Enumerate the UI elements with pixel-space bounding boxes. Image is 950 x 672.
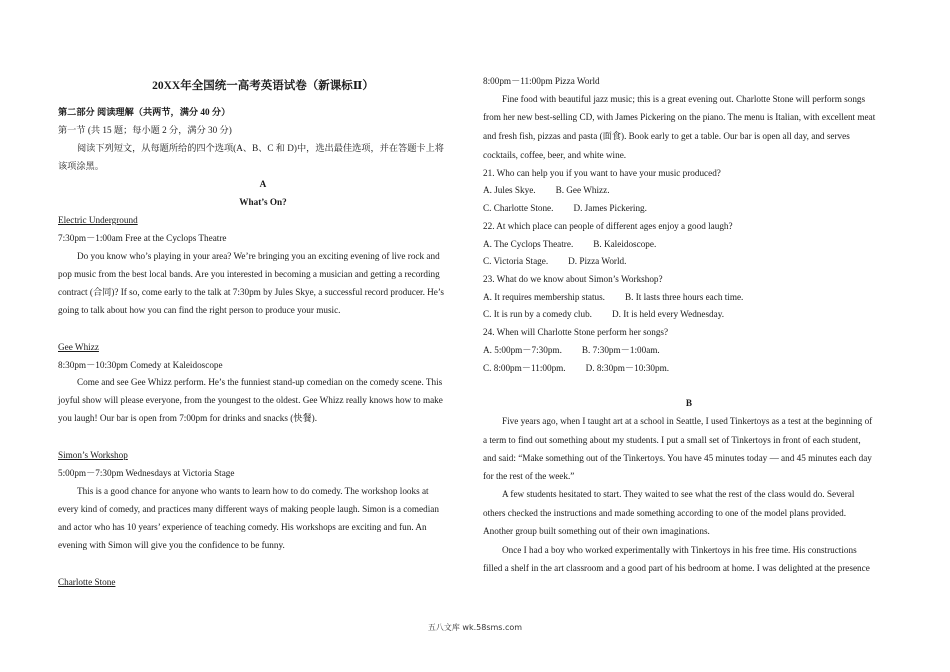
question: 22. At which place can people of different ages enjoy a good laugh? — [483, 221, 733, 231]
option-row — [483, 255, 626, 267]
passage-b-line: and said: “Make something out of the Tinkertoys. You have 45 minutes today — and 45 minutes each day — [483, 453, 872, 463]
event-text-line: Come and see Gee Whizz perform. He’s the funniest stand-up comedian on the comedy scene. This — [77, 377, 443, 387]
event-time: 8:00pm－11:00pm Pizza World — [483, 76, 600, 86]
passage-b-line: Five years ago, when I taught art at a school in Seattle, I used Tinkertoys as a test at the beginning of — [502, 416, 873, 426]
event-text-line: contract (合同)? If so, come early to the talk at 7:30pm by Jules Skye, a successful record producer. He’s — [58, 287, 445, 297]
option-row — [483, 344, 660, 356]
page-footer: 五八文库 wk.58sms.com — [427, 623, 523, 632]
option[interactable]: D. It is held every Wednesday. — [611, 309, 724, 319]
option[interactable]: C. It is run by a comedy club. — [483, 309, 592, 319]
section-heading: 第一节 (共 15 题；每小题 2 分，满分 30 分) — [58, 125, 232, 135]
option[interactable]: D. Pizza World. — [568, 256, 627, 266]
event-text-line: This is a good chance for anyone who wants to learn how to do comedy. The workshop looks at — [77, 486, 429, 496]
event-text-line: and fresh fish, pizzas and pasta (面食). Book early to get a table. Our bar is open all day, and serves — [483, 131, 850, 141]
event-text-line: and actor who has 10 years’ experience of teaching comedy. His workshops are exciting and fun. An — [58, 522, 427, 532]
option[interactable]: B. Gee Whizz. — [555, 185, 610, 195]
option[interactable]: B. 7:30pm－1:00am. — [581, 345, 660, 355]
event-name: Gee Whizz — [58, 342, 99, 352]
event-text-line: Fine food with beautiful jazz music; this is a great evening out. Charlotte Stone will perform songs — [502, 94, 866, 104]
passage-b-line: filled a shelf in the art classroom and a good part of his bedroom at home. I was delighted at the presence — [483, 563, 870, 573]
option[interactable]: A. It requires membership status. — [483, 292, 605, 302]
exam-title: 20XX年全国统一高考英语试卷（新课标Ⅱ） — [152, 80, 374, 92]
instruction-line: 该项涂黑。 — [58, 161, 104, 171]
option-row — [483, 238, 656, 250]
passage-b-label: B — [685, 398, 693, 408]
passage-a-title: What’s On? — [239, 197, 287, 207]
event-text-line: you laugh! Our bar is open from 7:00pm for drinks and snacks (快餐). — [58, 413, 317, 423]
event-text-line: pop music from the best local bands. Are you interested in becoming a musician and getting a recording — [58, 269, 440, 279]
part-heading: 第二部分 阅读理解（共两节，满分 40 分） — [58, 107, 231, 117]
option[interactable]: C. Victoria Stage. — [483, 256, 549, 266]
option[interactable]: A. The Cyclops Theatre. — [483, 239, 574, 249]
event-name: Charlotte Stone — [58, 577, 116, 587]
event-name: Simon’s Workshop — [58, 450, 128, 460]
event-time: 5:00pm－7:30pm Wednesdays at Victoria Stage — [58, 468, 235, 478]
option-row — [483, 308, 724, 320]
event-time: 7:30pm－1:00am Free at the Cyclops Theatre — [58, 233, 227, 243]
event-text-line: Do you know who’s playing in your area? We’re bringing you an exciting evening of live rock and — [77, 251, 440, 261]
option[interactable]: A. Jules Skye. — [483, 185, 536, 195]
passage-b-line: A few students hesitated to start. They waited to see what the rest of the class would do. Several — [502, 489, 855, 499]
option-row — [483, 202, 647, 214]
passage-b-line: Another group built something out of their own imaginations. — [483, 526, 710, 536]
passage-a-label: A — [259, 179, 267, 189]
question: 24. When will Charlotte Stone perform her songs? — [483, 327, 669, 337]
option[interactable]: A. 5:00pm－7:30pm. — [483, 345, 562, 355]
passage-b-line: for the rest of the week.” — [483, 471, 575, 481]
event-text-line: from her new best-selling CD, with James Pickering on the piano. The menu is Italian, with excellent meat — [483, 112, 876, 122]
passage-b-line: a term to find out something about my students. I put a small set of Tinkertoys in front of each student, — [483, 435, 861, 445]
event-name: Electric Underground — [58, 215, 138, 225]
option[interactable]: C. Charlotte Stone. — [483, 203, 554, 213]
option[interactable]: C. 8:00pm－11:00pm. — [483, 363, 566, 373]
option[interactable]: D. 8:30pm－10:30pm. — [585, 363, 670, 373]
option-row — [483, 184, 610, 196]
passage-b-line: Once I had a boy who worked experimentally with Tinkertoys in his free time. His constructions — [502, 545, 857, 555]
event-text-line: going to talk about how you can find the right person to produce your music. — [58, 305, 341, 315]
question: 21. Who can help you if you want to have your music produced? — [483, 168, 721, 178]
option[interactable]: B. Kaleidoscope. — [593, 239, 657, 249]
option[interactable]: B. It lasts three hours each time. — [624, 292, 744, 302]
event-text-line: every kind of comedy, and practices many different ways of making people laugh. Simon is a comedian — [58, 504, 439, 514]
event-text-line: joyful show will please everyone, from the youngest to the oldest. Gee Whizz really knows how to make — [58, 395, 443, 405]
event-text-line: cocktails, coffee, beer, and white wine. — [483, 150, 627, 160]
event-text-line: evening with Simon will give you the confidence to be funny. — [58, 540, 285, 550]
event-time: 8:30pm－10:30pm Comedy at Kaleidoscope — [58, 360, 223, 370]
option-row — [483, 291, 743, 303]
passage-b-line: others checked the instructions and made something according to one of the model plans provided. — [483, 508, 847, 518]
option-row — [483, 362, 669, 374]
question: 23. What do we know about Simon’s Workshop? — [483, 274, 663, 284]
instruction-line: 阅读下列短文，从每题所给的四个选项(A、B、C 和 D)中，选出最佳选项，并在答题卡上将 — [77, 143, 444, 153]
option[interactable]: D. James Pickering. — [573, 203, 647, 213]
